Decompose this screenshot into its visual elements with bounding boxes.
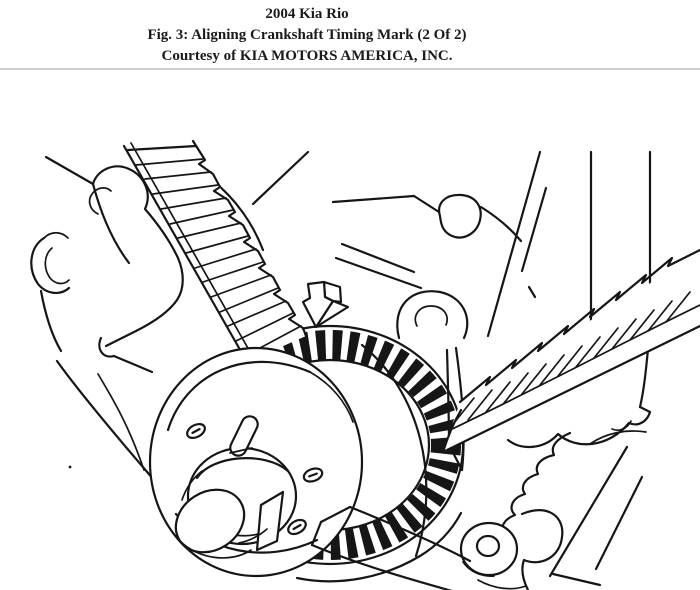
timing-mark-illustration — [0, 80, 700, 590]
idler-boss — [397, 291, 467, 338]
figure-caption: Fig. 3: Aligning Crankshaft Timing Mark (2 Of 2) — [147, 27, 467, 43]
crankshaft-pulley — [150, 348, 461, 581]
cover-edge-diagonal-1 — [550, 447, 627, 576]
cover-edge-diagonal-2 — [596, 477, 642, 569]
figure-header — [0, 0, 700, 80]
timing-belt-upper — [124, 141, 306, 362]
bolt-boss — [439, 195, 481, 238]
header-divider — [0, 68, 700, 70]
courtesy-line: Courtesy of KIA MOTORS AMERICA, INC. — [161, 48, 453, 64]
vehicle-title: 2004 Kia Rio — [265, 6, 349, 22]
grommet — [461, 523, 517, 575]
timing-belt-right — [443, 250, 700, 452]
timing-mark-arrow — [303, 282, 348, 327]
